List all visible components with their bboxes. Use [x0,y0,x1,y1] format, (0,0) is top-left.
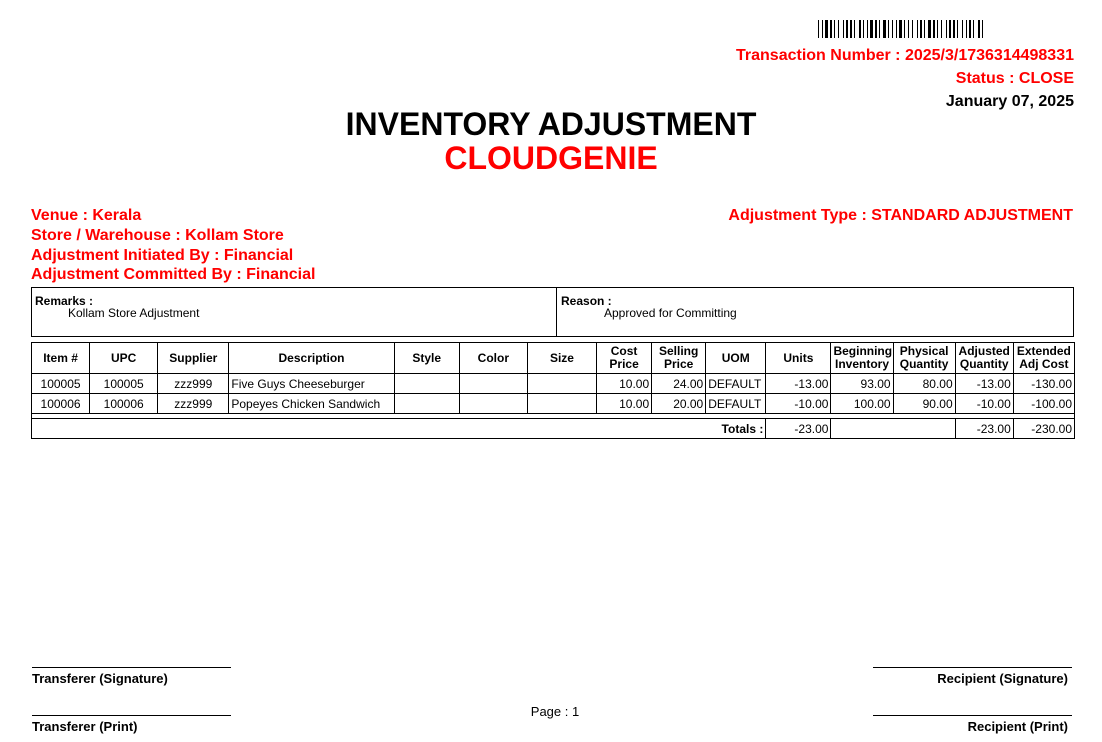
page-number: Page : 1 [530,704,580,719]
column-header: Cost Price [597,343,652,374]
units-cell: -13.00 [766,374,831,394]
style-cell [394,374,459,394]
item-number-cell: 100005 [32,374,90,394]
selling-price-cell: 20.00 [652,394,706,414]
table-row [32,394,1075,414]
cost-price-cell: 10.00 [597,374,652,394]
uom-cell: DEFAULT [706,374,766,394]
column-header: Physical Quantity [893,343,955,374]
column-header: Adjusted Quantity [955,343,1013,374]
size-cell [527,374,596,394]
column-header: Item # [32,343,90,374]
remarks-label: Remarks : [35,294,94,308]
physical-quantity-cell: 80.00 [893,374,955,394]
status: Status : CLOSE [955,70,1074,87]
recipient-print-label: Recipient (Print) [967,719,1068,734]
transferer-signature-label: Transferer (Signature) [32,671,168,686]
column-header: Selling Price [652,343,706,374]
upc-cell: 100005 [90,374,158,394]
color-cell [459,394,527,414]
column-header: Supplier [158,343,229,374]
column-header: UPC [90,343,158,374]
remarks-reason-box [31,287,1074,337]
transferer-signature-line [32,667,231,668]
totals-empty-cell [831,419,955,439]
reason-value: Approved for Committing [604,306,737,320]
style-cell [394,394,459,414]
column-header: Beginning Inventory [831,343,893,374]
barcode-image [818,20,1074,38]
totals-label: Totals : [32,419,766,439]
reason-label: Reason : [561,294,612,308]
column-header: Color [459,343,527,374]
size-cell [527,394,596,414]
cost-price-cell: 10.00 [597,394,652,414]
column-header: Extended Adj Cost [1013,343,1074,374]
column-header: Units [766,343,831,374]
column-header: Style [394,343,459,374]
selling-price-cell: 24.00 [652,374,706,394]
description-cell: Popeyes Chicken Sandwich [229,394,394,414]
supplier-cell: zzz999 [158,394,229,414]
venue: Venue : Kerala [31,207,142,224]
beginning-inventory-cell: 100.00 [831,394,893,414]
totals-adjusted-quantity: -23.00 [955,419,1013,439]
table-row [32,374,1075,394]
transaction-number: Transaction Number : 2025/3/1736314498331 [736,47,1074,64]
remarks-reason-divider [556,288,557,336]
transferer-print-label: Transferer (Print) [32,719,138,734]
upc-cell: 100006 [90,394,158,414]
items-table [31,342,1075,439]
units-cell: -10.00 [766,394,831,414]
adjusted-quantity-cell: -13.00 [955,374,1013,394]
report-title: INVENTORY ADJUSTMENT [345,106,757,142]
recipient-signature-line [873,667,1072,668]
supplier-cell: zzz999 [158,374,229,394]
color-cell [459,374,527,394]
store-warehouse: Store / Warehouse : Kollam Store [31,227,284,244]
beginning-inventory-cell: 93.00 [831,374,893,394]
description-cell: Five Guys Cheeseburger [229,374,394,394]
adjustment-committed-by: Adjustment Committed By : Financial [31,266,316,283]
item-number-cell: 100006 [32,394,90,414]
report-date: January 07, 2025 [945,93,1074,110]
uom-cell: DEFAULT [706,394,766,414]
table-header-row [32,343,1075,374]
column-header: UOM [706,343,766,374]
adjusted-quantity-cell: -10.00 [955,394,1013,414]
company-name: CLOUDGENIE [444,140,658,176]
totals-row [32,419,1075,439]
adjustment-initiated-by: Adjustment Initiated By : Financial [31,247,294,264]
adjustment-type: Adjustment Type : STANDARD ADJUSTMENT [728,207,1073,224]
column-header: Description [229,343,394,374]
totals-extended-adj-cost: -230.00 [1013,419,1074,439]
remarks-value: Kollam Store Adjustment [68,306,200,320]
totals-units: -23.00 [766,419,831,439]
extended-adj-cost-cell: -130.00 [1013,374,1074,394]
recipient-signature-label: Recipient (Signature) [937,671,1068,686]
column-header: Size [527,343,596,374]
extended-adj-cost-cell: -100.00 [1013,394,1074,414]
physical-quantity-cell: 90.00 [893,394,955,414]
